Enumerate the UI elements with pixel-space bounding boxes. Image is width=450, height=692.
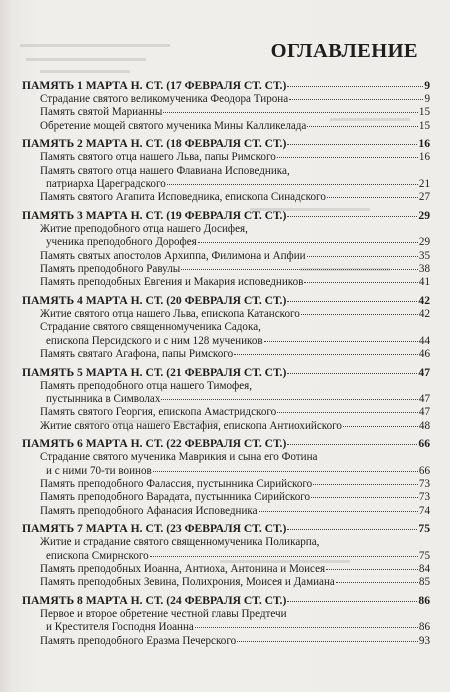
toc-entry (22, 348, 430, 361)
page-number: 35 (418, 249, 430, 262)
toc-entry-text: епископа Персидского и с ним 128 мучеников (46, 334, 263, 347)
page-number: 29 (418, 236, 430, 249)
section-heading (22, 208, 430, 223)
section-heading-text: ПАМЯТЬ 1 МАРТА Н. СТ. (17 ФЕВРАЛЯ СТ. СТ.) (22, 79, 287, 92)
toc-entry-text: Память святого Георгия, епископа Амастридского (40, 406, 277, 419)
toc-entry-text: Память преподобного Равулы (40, 263, 181, 276)
page-number: 66 (418, 464, 430, 477)
toc-entry (22, 93, 430, 106)
dot-leader (150, 556, 418, 557)
page-number: 48 (418, 419, 430, 432)
section-heading (22, 593, 430, 608)
toc-entry-line: Память святого отца нашего Флавиана Исповедника, (40, 164, 290, 177)
toc-entry (22, 505, 430, 518)
dot-leader (307, 126, 418, 127)
page-number: 75 (418, 549, 430, 562)
section-heading-text: ПАМЯТЬ 6 МАРТА Н. СТ. (22 ФЕВРАЛЯ СТ. СТ.) (22, 437, 287, 451)
toc-entry (22, 621, 430, 634)
page-number: 66 (418, 437, 430, 451)
toc-entry-text: ученика преподобного Дорофея (46, 236, 197, 249)
toc-entry-line: Страдание святого священномученика Садока, (40, 321, 261, 334)
toc-entry-text: Житие святого отца нашего Льва, епископа Катанского (40, 307, 300, 320)
page-number: 74 (418, 504, 430, 517)
dot-leader (163, 112, 418, 113)
toc-entry-text: патриарха Цареградского (46, 178, 166, 191)
dot-leader (327, 197, 418, 198)
section-heading (22, 293, 430, 308)
toc-entry-text: Память святых апостолов Архиппа, Филимона и Апфии (40, 249, 306, 262)
dot-leader (287, 216, 417, 217)
toc-entry-line: Память преподобного отца нашего Тимофея, (40, 379, 253, 392)
page-number: 42 (418, 307, 430, 320)
toc-entry (22, 576, 430, 589)
toc-entry (22, 563, 430, 576)
page-number: 41 (418, 276, 430, 289)
page-number: 93 (418, 634, 430, 647)
page-number: 29 (418, 208, 430, 222)
page-number: 15 (418, 106, 430, 119)
dot-leader (259, 511, 418, 512)
toc-entry (22, 178, 430, 191)
dot-leader (287, 529, 417, 530)
toc-entry-text: Память святого отца нашего Льва, папы Римского (40, 151, 276, 164)
page-number: 73 (418, 491, 430, 504)
page-number: 15 (418, 119, 430, 132)
toc-entry-text: Память святой Марианны (40, 106, 163, 119)
dot-leader (264, 341, 418, 342)
page-number: 86 (418, 593, 430, 607)
dot-leader (289, 99, 423, 100)
page-number: 47 (418, 392, 430, 405)
dot-leader (198, 242, 418, 243)
toc-entry (22, 236, 430, 249)
toc-entry-text: Обретение мощей святого мученика Мины Калликелада (40, 119, 307, 132)
dot-leader (234, 354, 418, 355)
toc-entry (22, 635, 430, 648)
page-number: 46 (418, 348, 430, 361)
section-heading-text: ПАМЯТЬ 5 МАРТА Н. СТ. (21 ФЕВРАЛЯ СТ. СТ.) (22, 365, 287, 379)
toc-entry-line: Первое и второе обретение честной главы Предтечи (40, 607, 287, 620)
dot-leader (181, 269, 418, 270)
section-heading-text: ПАМЯТЬ 8 МАРТА Н. СТ. (24 ФЕВРАЛЯ СТ. СТ.) (22, 593, 287, 607)
dot-leader (287, 86, 423, 87)
page-number: 9 (424, 79, 430, 92)
dot-leader (277, 157, 418, 158)
toc-entry-text: Память преподобного Фалассия, пустынника Сирийского (40, 477, 313, 490)
toc-entry-line: Страдание святого мученика Маврикия и сына его Фотина (40, 451, 318, 464)
toc-entry-text: Память преподобных Иоанна, Антиоха, Антонина и Моисея (40, 562, 326, 575)
toc-entry (22, 478, 430, 491)
dot-leader (287, 144, 417, 145)
toc-entry (22, 420, 430, 433)
dot-leader (195, 627, 418, 628)
page-number: 84 (418, 562, 430, 575)
toc-entry-text: Память святаго Агафона, папы Римского (40, 348, 234, 361)
dot-leader (326, 569, 418, 570)
dot-leader (304, 282, 418, 283)
toc-entry-line: Житие преподобного отца нашего Досифея, (40, 222, 248, 235)
dot-leader (313, 484, 418, 485)
toc-entry-text: Память преподобных Евгения и Макария исповедников (40, 276, 304, 289)
dot-leader (161, 399, 418, 400)
page-number: 86 (418, 621, 430, 634)
toc-entry-text: Память преподобных Зевина, Полихрония, Моисея и Дамиана (40, 576, 335, 589)
page-number: 75 (418, 522, 430, 536)
page-number: 47 (418, 365, 430, 379)
toc-entry (22, 335, 430, 348)
page-number: 16 (418, 151, 430, 164)
page-number: 21 (418, 178, 430, 191)
toc-entry-text: Память преподобного Варадата, пустынника Сирийского (40, 491, 311, 504)
page-number: 44 (418, 334, 430, 347)
dot-leader (301, 314, 418, 315)
toc-entry (22, 106, 430, 119)
section-heading (22, 365, 430, 380)
page-number: 38 (418, 263, 430, 276)
toc-entry-text: Житие святого отца нашего Евстафия, епископа Антиохийского (40, 419, 342, 432)
dot-leader (287, 301, 417, 302)
page-number: 27 (418, 191, 430, 204)
toc-entry-text: Память преподобного Афанасия Исповедника (40, 504, 258, 517)
toc-entry (22, 120, 430, 133)
dot-leader (277, 412, 418, 413)
toc-entry (22, 151, 430, 164)
toc-entry (22, 550, 430, 563)
dot-leader (167, 184, 418, 185)
dot-leader (153, 471, 418, 472)
section-heading (22, 521, 430, 536)
toc-entry-text: Страдание святого великомученика Феодора Тирона (40, 93, 289, 105)
dot-leader (343, 426, 418, 427)
section-heading-text: ПАМЯТЬ 4 МАРТА Н. СТ. (20 ФЕВРАЛЯ СТ. СТ.) (22, 293, 287, 307)
toc-entry (22, 250, 430, 263)
toc-entry (22, 491, 430, 504)
table-of-contents (22, 78, 430, 648)
dot-leader (287, 373, 417, 374)
toc-entry-text: и Крестителя Господня Иоанна (46, 621, 194, 634)
toc-entry-text: и с ними 70-ти воинов (46, 464, 152, 477)
toc-entry (22, 465, 430, 478)
section-heading (22, 436, 430, 451)
toc-entry (22, 406, 430, 419)
page-number: 16 (418, 137, 430, 151)
page-number: 85 (418, 576, 430, 589)
dot-leader (287, 444, 417, 445)
toc-entry-text: пустынника в Символах (46, 392, 161, 405)
section-heading (22, 78, 430, 93)
dot-leader (237, 641, 418, 642)
toc-entry-line: Житие и страдание святого священномученика Поликарпа, (40, 536, 320, 549)
toc-entry (22, 191, 430, 204)
toc-entry-text: епископа Смирнского (46, 549, 149, 562)
dot-leader (307, 256, 418, 257)
toc-entry (22, 263, 430, 276)
toc-entry (22, 308, 430, 321)
toc-entry-text: Память преподобного Еразма Печерского (40, 634, 237, 647)
page-number: 42 (418, 293, 430, 307)
section-heading-text: ПАМЯТЬ 7 МАРТА Н. СТ. (23 ФЕВРАЛЯ СТ. СТ.) (22, 522, 287, 536)
toc-entry (22, 276, 430, 289)
toc-entry (22, 393, 430, 406)
section-heading (22, 136, 430, 151)
page-number: 9 (424, 93, 430, 105)
page-number: 73 (418, 477, 430, 490)
section-heading-text: ПАМЯТЬ 2 МАРТА Н. СТ. (18 ФЕВРАЛЯ СТ. СТ.) (22, 137, 287, 151)
dot-leader (287, 601, 417, 602)
page-number: 47 (418, 406, 430, 419)
page-title: ОГЛАВЛЕНИЕ (270, 40, 418, 62)
dot-leader (311, 497, 418, 498)
dot-leader (336, 582, 418, 583)
toc-entry-text: Память святого Агапита Исповедника, епископа Синадского (40, 191, 326, 204)
section-heading-text: ПАМЯТЬ 3 МАРТА Н. СТ. (19 ФЕВРАЛЯ СТ. СТ.) (22, 208, 287, 222)
